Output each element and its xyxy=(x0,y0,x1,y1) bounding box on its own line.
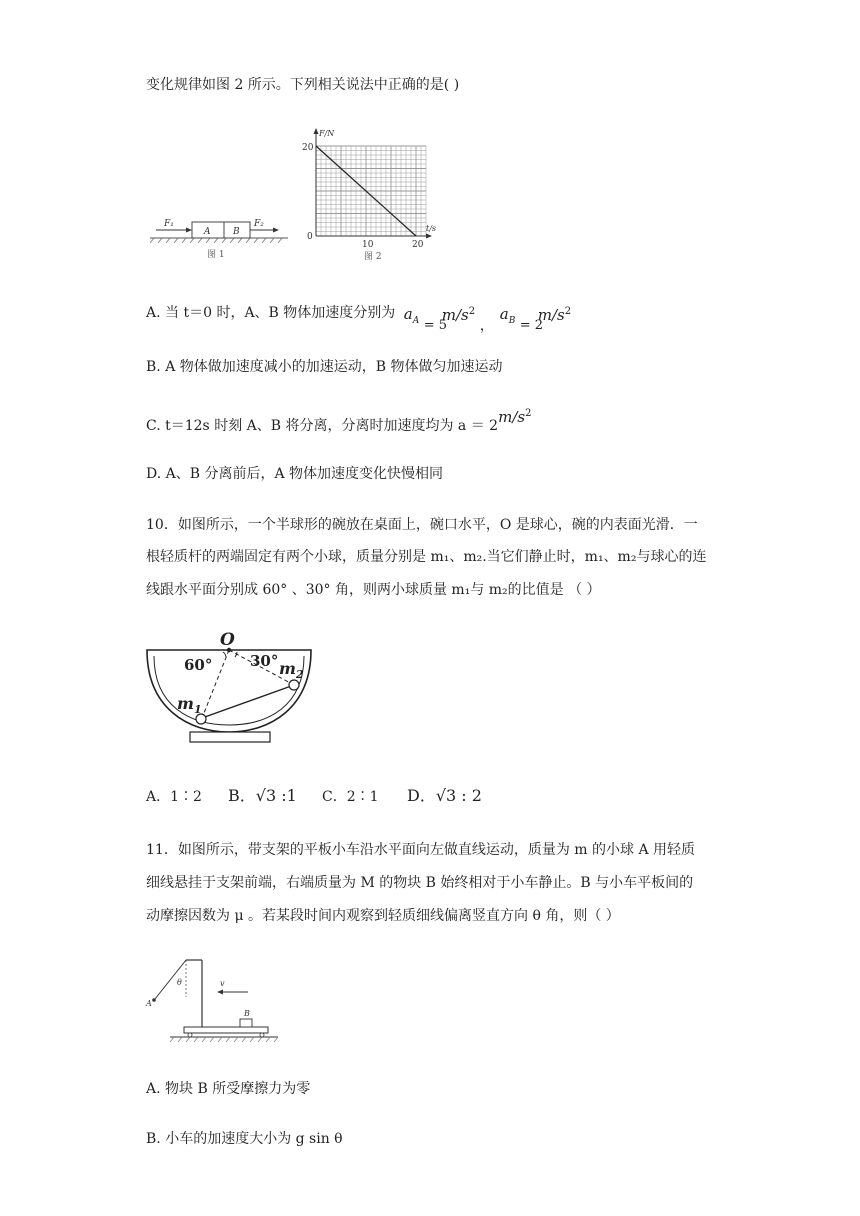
y-tick-0: 0 xyxy=(307,232,313,242)
q10-line-3: 线跟水平面分别成 60° 、30° 角，则两小球质量 m₁与 m₂的比值是 （ ） xyxy=(146,582,601,598)
wheel-right xyxy=(260,1033,264,1037)
q10-line-1: 10．如图所示，一个半球形的碗放在桌面上，碗口水平，O 是球心，碗的内表面光滑．一 xyxy=(146,517,698,533)
cart-platform xyxy=(184,1027,268,1033)
label-v: v xyxy=(220,979,225,988)
q10-line-2: 根轻质杆的两端固定有两个小球，质量分别是 m₁、m₂.当它们静止时，m₁、m₂与球心的连 xyxy=(146,549,707,565)
graph-grid xyxy=(316,146,426,236)
label-a: A xyxy=(146,999,152,1008)
label-b-cart: B xyxy=(244,1009,250,1018)
q11-line-1: 11．如图所示，带支架的平板小车沿水平面向左做直线运动，质量为 m 的小球 A 用轻质 xyxy=(146,842,695,858)
y-tick-20: 20 xyxy=(302,143,314,153)
table-base xyxy=(190,732,270,742)
figure-1 xyxy=(150,212,290,262)
q10-option-d: D．√3 : 2 xyxy=(407,786,482,805)
q10-option-a: A．1∶2 xyxy=(146,789,202,805)
figure-cart xyxy=(140,955,290,1050)
label-o: O xyxy=(220,630,235,650)
block-b-cart xyxy=(240,1019,252,1027)
y-axis-label: F/N xyxy=(319,129,335,138)
ball-a xyxy=(152,998,156,1002)
x-axis-label: t/s xyxy=(426,224,437,233)
x-tick-20: 20 xyxy=(412,240,424,250)
q9-option-a: A. 当 t＝0 时，A、B 物体加速度分别为 $a_A$ = 5 $m/s^2$ ， $a_B$ = 2 $m/s^2$ xyxy=(146,305,572,334)
caption-fig2: 图 2 xyxy=(364,252,382,262)
label-f1: F₁ xyxy=(164,219,174,229)
block-a-label: A xyxy=(204,227,211,237)
intro-line: 变化规律如图 2 所示。下列相关说法中正确的是( ) xyxy=(146,77,460,93)
q11-line-3: 动摩擦因数为 μ 。若某段时间内观察到轻质细线偏离竖直方向 θ 角，则（ ） xyxy=(146,908,620,924)
figure-bowl xyxy=(140,628,320,748)
q10-option-c: C．2∶1 xyxy=(322,789,379,805)
block-b-label: B xyxy=(233,227,240,237)
q11-option-a: A. 物块 B 所受摩擦力为零 xyxy=(146,1081,311,1097)
q9-option-d: D. A、B 分离前后，A 物体加速度变化快慢相同 xyxy=(146,466,444,482)
q9-option-c: C. t＝12s 时刻 A、B 将分离，分离时加速度均为 $a = 2m/s^2$ xyxy=(146,408,532,434)
q11-line-2: 细线悬挂于支架前端，右端质量为 M 的物块 B 始终相对于小车静止。B 与小车平板间的 xyxy=(146,875,694,891)
caption-fig1: 图 1 xyxy=(207,250,225,260)
q11-option-b: B. 小车的加速度大小为 g sin θ xyxy=(146,1131,343,1147)
q10-option-b: B．√3 :1 xyxy=(228,786,297,805)
label-m1: $m_1$ xyxy=(177,694,202,716)
rod xyxy=(202,685,294,718)
label-30: 30° xyxy=(250,652,279,670)
label-f2: F₂ xyxy=(254,219,264,229)
q9-option-b: B. A 物体做加速度减小的加速运动，B 物体做匀加速运动 xyxy=(146,359,503,375)
label-theta: θ xyxy=(177,978,182,987)
x-tick-10: 10 xyxy=(362,240,374,250)
ball-m2 xyxy=(289,680,299,690)
label-60: 60° xyxy=(184,656,213,674)
wheel-left xyxy=(188,1033,192,1037)
figure-2 xyxy=(296,126,446,266)
label-m2: $m_2$ xyxy=(279,659,304,681)
